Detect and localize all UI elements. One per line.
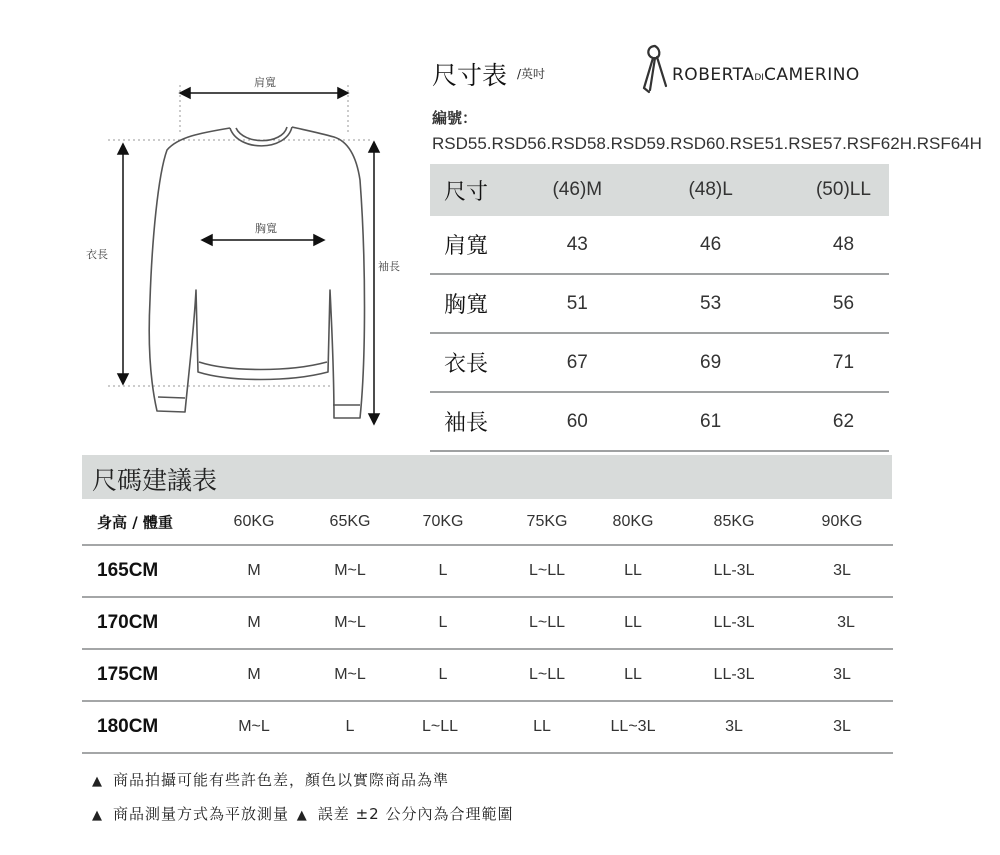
- note-text: 商品拍攝可能有些許色差，顏色以實際商品為準: [113, 771, 450, 789]
- table-cell: M: [247, 666, 261, 683]
- table-cell: L: [345, 718, 355, 735]
- table-cell: M~L: [334, 614, 366, 631]
- note-line-1: [92, 764, 513, 798]
- size-header-label: 尺寸: [444, 179, 489, 205]
- table-cell: LL-3L: [713, 614, 755, 631]
- note-text: 商品測量方式為平放測量: [113, 805, 290, 823]
- model-label: 編號：: [432, 109, 478, 127]
- table-cell: L~LL: [528, 562, 566, 579]
- table-cell: LL: [624, 666, 642, 683]
- row-label: 胸寬: [444, 293, 489, 318]
- table-cell: 56: [832, 292, 855, 314]
- height-weight-header: 身高 / 體重: [97, 513, 173, 531]
- triangle-bullet-icon: ▲: [92, 774, 103, 789]
- table-row: [430, 275, 889, 334]
- table-cell: M: [247, 562, 261, 579]
- height-label: 170CM: [97, 612, 159, 633]
- table-cell: 3L: [725, 718, 743, 735]
- table-cell: 67: [566, 351, 588, 373]
- table-cell: LL~3L: [610, 718, 656, 735]
- weight-header: 85KG: [713, 512, 755, 530]
- weight-header: 80KG: [612, 512, 654, 530]
- weight-header: 90KG: [821, 512, 863, 530]
- size-recommendation-title-bar: [82, 455, 892, 499]
- size-header-cell: (50)LL: [815, 179, 871, 200]
- row-label: 肩寬: [444, 234, 489, 259]
- table-cell: LL: [624, 614, 642, 631]
- table-cell: L: [438, 614, 448, 631]
- table-cell: L: [438, 562, 448, 579]
- shoulder-width-label: 肩寬: [254, 76, 276, 89]
- table-cell: LL-3L: [713, 562, 755, 579]
- table-row: [430, 334, 889, 393]
- table-row: [430, 393, 889, 452]
- model-numbers: [432, 105, 982, 156]
- table-cell: M~L: [334, 666, 366, 683]
- table-cell: 53: [700, 292, 722, 314]
- note-line-2: [92, 798, 513, 832]
- sweater-outline: [149, 127, 364, 418]
- table-cell: L~LL: [528, 666, 566, 683]
- chest-width-label: 胸寬: [255, 222, 277, 235]
- size-recommendation-title: 尺碼建議表: [92, 466, 218, 495]
- size-table: [430, 164, 889, 452]
- table-row: [82, 598, 893, 650]
- table-cell: 48: [832, 233, 855, 255]
- weight-header: 60KG: [233, 512, 275, 530]
- sweater-diagram: [80, 60, 420, 440]
- weight-header: 65KG: [329, 512, 371, 530]
- size-table-header: [430, 164, 889, 216]
- height-label: 180CM: [97, 716, 159, 737]
- table-row: [82, 702, 893, 754]
- height-label: 175CM: [97, 664, 159, 685]
- recommend-header-row: [82, 499, 893, 546]
- table-cell: 3L: [833, 562, 851, 579]
- table-row: [430, 216, 889, 275]
- model-codes: RSD55.RSD56.RSD58.RSD59.RSD60.RSE51.RSE57.RSF62H.RSF64H: [432, 134, 982, 153]
- table-row: [82, 546, 893, 598]
- table-cell: 3L: [833, 666, 851, 683]
- table-cell: L~LL: [421, 718, 459, 735]
- table-cell: 3L: [833, 718, 851, 735]
- size-header-cell: (48)L: [688, 179, 733, 200]
- table-row: [82, 650, 893, 702]
- table-cell: LL: [533, 718, 551, 735]
- size-recommendation-table: [82, 499, 893, 754]
- table-cell: L~LL: [528, 614, 566, 631]
- height-label: 165CM: [97, 560, 159, 581]
- table-cell: 43: [566, 233, 588, 255]
- sleeve-length-label: 袖長: [378, 260, 400, 273]
- table-cell: LL-3L: [713, 666, 755, 683]
- scarf-knot-logo-icon: [636, 42, 676, 94]
- table-cell: M~L: [238, 718, 270, 735]
- brand-name: ROBERTADICAMERINO: [672, 65, 860, 85]
- weight-header: 75KG: [526, 512, 568, 530]
- size-chart-title: 尺寸表: [432, 61, 508, 90]
- table-cell: 69: [700, 351, 722, 373]
- table-cell: 3L: [837, 614, 855, 631]
- table-cell: 61: [700, 410, 722, 432]
- table-cell: 51: [566, 292, 588, 314]
- table-cell: LL: [624, 562, 642, 579]
- body-length-label: 衣長: [86, 248, 108, 261]
- note-text: 誤差 ±2 公分內為合理範圍: [317, 805, 514, 823]
- table-cell: M~L: [334, 562, 366, 579]
- triangle-bullet-icon: ▲: [296, 808, 308, 823]
- unit-label: /英吋: [517, 67, 546, 81]
- notes: [92, 764, 513, 832]
- size-header-cell: (46)M: [552, 179, 603, 200]
- table-cell: 62: [832, 410, 855, 432]
- weight-header: 70KG: [422, 512, 464, 530]
- table-cell: L: [438, 666, 448, 683]
- row-label: 袖長: [444, 411, 489, 436]
- table-cell: 46: [700, 233, 722, 255]
- table-cell: 60: [566, 410, 588, 432]
- row-label: 衣長: [444, 352, 489, 377]
- triangle-bullet-icon: ▲: [92, 808, 103, 823]
- table-cell: M: [247, 614, 261, 631]
- table-cell: 71: [832, 351, 855, 373]
